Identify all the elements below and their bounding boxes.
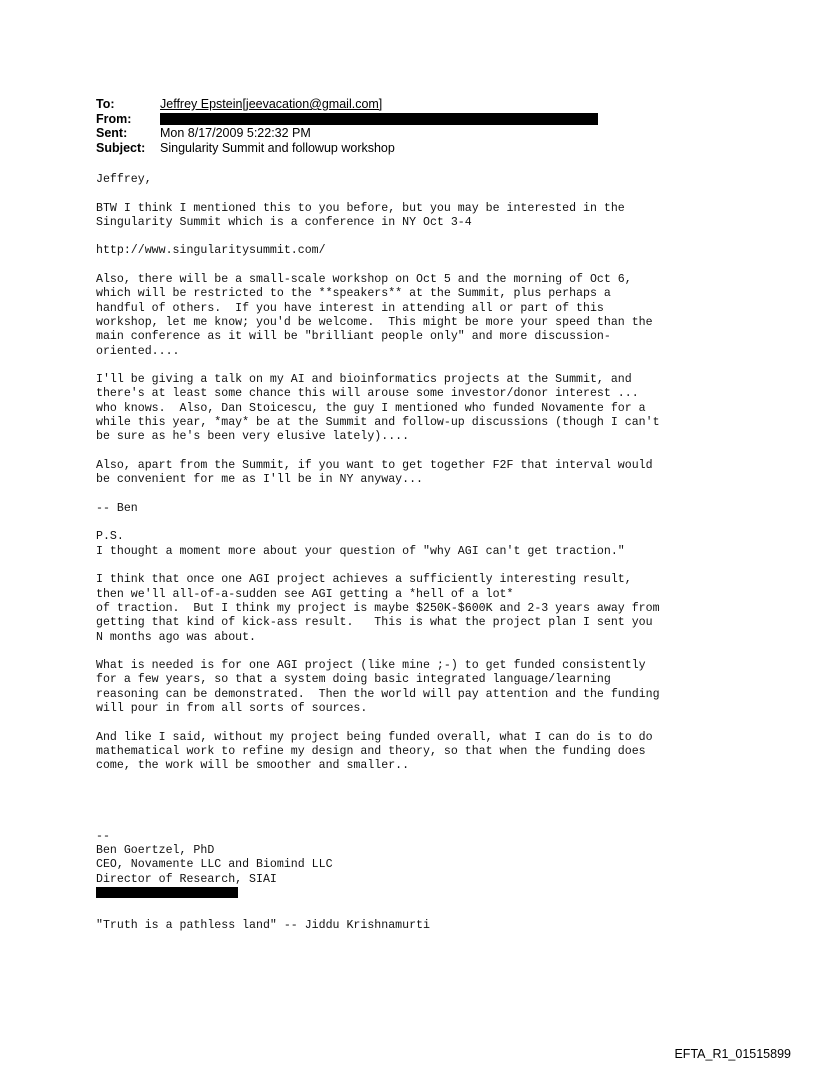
to-label: To: — [96, 97, 115, 111]
paragraph-math-work: And like I said, without my project being funded overall, what I can do is to do mathematical work to refine my design and theory, so that when the funding does come, the work will be smoother and smaller.. — [96, 730, 653, 773]
signature-name: Ben Goertzel, PhD — [96, 844, 215, 858]
signature-title-director: Director of Research, SIAI — [96, 872, 277, 886]
signature-quote: "Truth is a pathless land" -- Jiddu Krishnamurti — [96, 919, 430, 933]
paragraph-traction: I think that once one AGI project achieves a sufficiently interesting result, then we'll all-of-a-sudden see AGI getting a *hell of a lot* of traction. But I think my project is maybe $250K-$600K and 2-3 years away from getting that kind of kick-ass result. This is what the project plan I sent you N months ago was about. — [96, 573, 660, 644]
paragraph-talk: I'll be giving a talk on my AI and bioinformatics projects at the Summit, and there's at least some chance this will arouse some investor/donor interest ... who knows. Also, Dan Stoicescu, the guy I mentioned who funded Novamente for a while this year, *may* be at the Summit and follow-up discussions (though I can't be sure as he's been very elusive lately).... — [96, 373, 660, 444]
subject-label: Subject: — [96, 140, 146, 155]
from-label: From: — [96, 111, 132, 126]
from-redaction-bar — [160, 113, 598, 125]
spacer — [96, 788, 756, 830]
sent-value: Mon 8/17/2009 5:22:32 PM — [160, 126, 311, 140]
signature-title-ceo: CEO, Novamente LLC and Biomind LLC — [96, 858, 333, 872]
email-body — [96, 173, 756, 945]
greeting: Jeffrey, — [96, 173, 152, 186]
paragraph-f2f: Also, apart from the Summit, if you want to get together F2F that interval would be convenient for me as I'll be in NY anyway... — [96, 458, 653, 487]
paragraph-funding: What is needed is for one AGI project (like mine ;-) to get funded consistently for a few years, so that a system doing basic integrated language/learning reasoning can be demonstrated. Then the world will pay attention and the funding will pour in from all sorts of sources. — [96, 659, 660, 715]
subject-value: Singularity Summit and followup workshop — [160, 140, 395, 155]
to-value: Jeffrey Epstein[jeevacation@gmail.com] — [160, 97, 383, 111]
signature-redaction-bar — [96, 887, 238, 898]
summit-url: http://www.singularitysummit.com/ — [96, 244, 326, 258]
paragraph-workshop: Also, there will be a small-scale workshop on Oct 5 and the morning of Oct 6, which will be restricted to the **speakers** at the Summit, plus perhaps a handful of others. If you have interest in attending all or part of this workshop, let me know; you'd be welcome. This might be more your speed than the main conference as it will be "brilliant people only" and more discussion- oriented.... — [96, 273, 653, 358]
paragraph-summit: BTW I think I mentioned this to you before, but you may be interested in the Singularity Summit which is a conference in NY Oct 3-4 — [96, 201, 625, 229]
signature-dashes: -- — [96, 829, 110, 843]
document-id: EFTA_R1_01515899 — [674, 1047, 791, 1061]
postscript: P.S. I thought a moment more about your question of "why AGI can't get traction." — [96, 530, 625, 558]
signature-block — [96, 830, 756, 934]
sent-label: Sent: — [96, 126, 128, 140]
signature-redacted-line — [96, 887, 756, 902]
signoff: -- Ben — [96, 501, 138, 515]
